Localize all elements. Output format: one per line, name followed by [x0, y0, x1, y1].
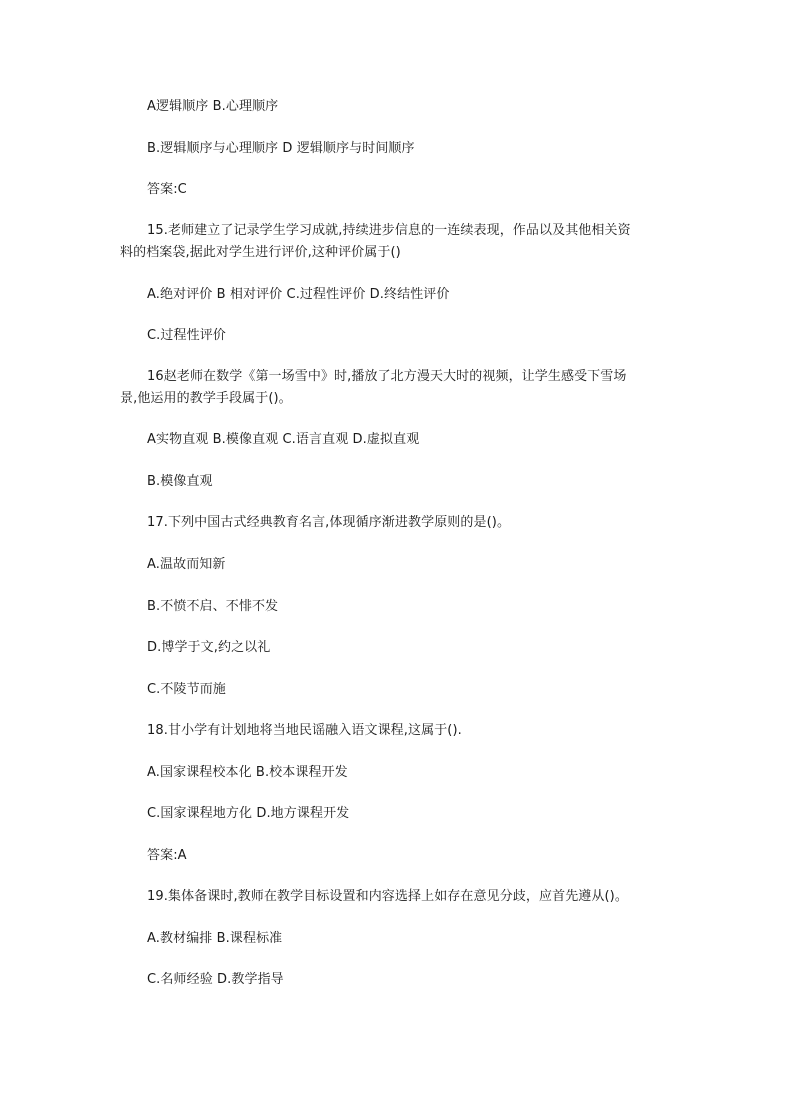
question-line: 19.集体备课时,教师在教学目标设置和内容选择上如存在意见分歧，应首先遵从()。 [147, 889, 628, 904]
question-line: 18.甘小学有计划地将当地民谣融入语文课程,这属于(). [147, 723, 462, 738]
option-line: A逻辑顺序 B.心理顺序 [147, 99, 279, 114]
question-line: 15.老师建立了记录学生学习成就,持续进步信息的一连续表现，作品以及其他相关资 [147, 223, 631, 238]
option-line: B.不愤不启、不悱不发 [147, 599, 279, 614]
answer-line: 答案:A [147, 848, 187, 863]
option-line: A.国家课程校本化 B.校本课程开发 [147, 765, 348, 780]
answer-line: B.模像直观 [147, 474, 213, 489]
option-line: C.名师经验 D.教学指导 [147, 972, 284, 987]
question-line-continued: 料的档案袋,据此对学生进行评价,这种评价属于() [120, 245, 401, 260]
option-line: A.温故而知新 [147, 557, 226, 572]
option-line: C.国家课程地方化 D.地方课程开发 [147, 806, 350, 821]
answer-line: 答案:C [147, 182, 187, 197]
question-line: 17.下列中国古式经典教育名言,体现循序渐进教学原则的是()。 [147, 515, 511, 530]
answer-line: C.过程性评价 [147, 328, 226, 343]
option-line: A实物直观 B.模像直观 C.语言直观 D.虚拟直观 [147, 432, 420, 447]
question-line: 16赵老师在数学《第一场雪中》时,播放了北方漫天大时的视频，让学生感受下雪场 [147, 369, 627, 384]
option-line: C.不陵节而施 [147, 682, 226, 697]
option-line: D.博学于文,约之以礼 [147, 640, 271, 655]
option-line: A.教材编排 B.课程标准 [147, 931, 283, 946]
option-line: B.逻辑顺序与心理顺序 D 逻辑顺序与时间顺序 [147, 141, 415, 156]
option-line: A.绝对评价 B 相对评价 C.过程性评价 D.终结性评价 [147, 287, 450, 302]
question-line-continued: 景,他运用的教学手段属于()。 [120, 391, 292, 406]
